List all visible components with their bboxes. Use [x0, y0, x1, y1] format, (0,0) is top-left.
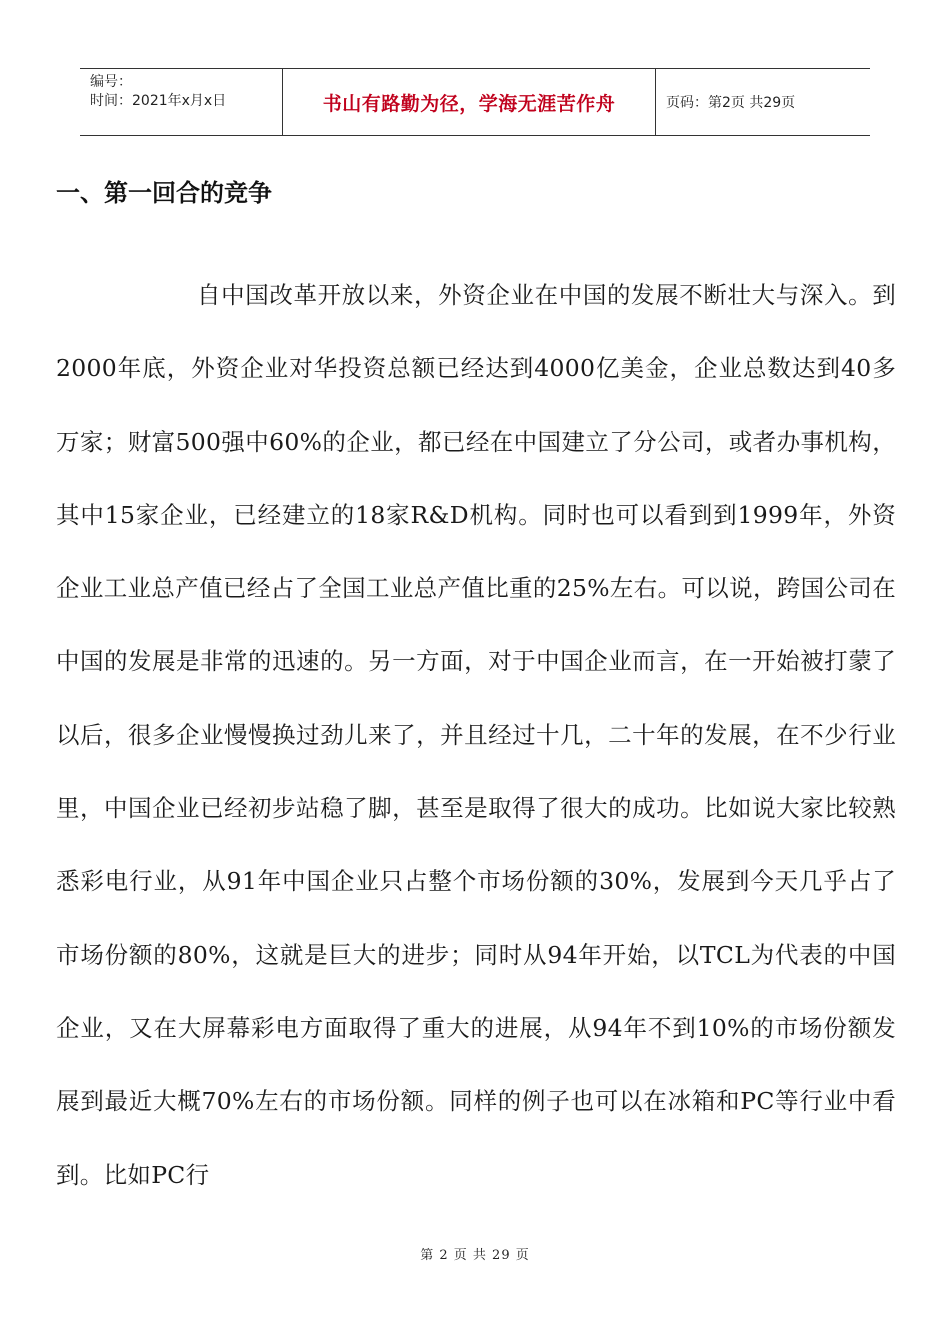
body-paragraph: 自中国改革开放以来，外资企业在中国的发展不断壮大与深入。到2000年底，外资企业对华投资总额已经达到4000亿美金，企业总数达到40多万家；财富500强中60%的企业，都已经在中国建立了分公司，或者办事机构，其中15家企业，已经建立的18家R&D机构。同时也可以看到到1999年，外资企业工业总产值已经占了全国工业总产值比重的25%左右。可以说，跨国公司在中国的发展是非常的迅速的。另一方面，对于中国企业而言，在一开始被打蒙了以后，很多企业慢慢换过劲儿来了，并且经过十几，二十年的发展，在不少行业里，中国企业已经初步站稳了脚，甚至是取得了很大的成功。比如说大家比较熟悉彩电行业，从91年中国企业只占整个市场份额的30%，发展到今天几乎占了市场份额的80%，这就是巨大的进步；同时从94年开始，以TCL为代表的中国企业，又在大屏幕彩电方面取得了重大的进展，从94年不到10%的市场份额发展到最近大概70%左右的市场份额。同样的例子也可以在冰箱和PC等行业中看到。比如PC行 — [56, 281, 896, 1189]
header-meta-cell — [80, 69, 282, 135]
page-footer: 第 2 页 共 29 页 — [420, 1248, 530, 1263]
date-text: 时间：2021年x月x日 — [90, 93, 227, 109]
page-info-text: 页码：第2页 共29页 — [666, 95, 796, 111]
page-header — [80, 68, 870, 136]
header-motto-cell — [282, 69, 656, 135]
header-page-cell — [656, 69, 870, 135]
motto-text: 书山有路勤为径，学海无涯苦作舟 — [322, 92, 616, 115]
section-heading: 一、第一回合的竞争 — [56, 179, 272, 207]
serial-number-label: 编号： — [90, 74, 132, 90]
